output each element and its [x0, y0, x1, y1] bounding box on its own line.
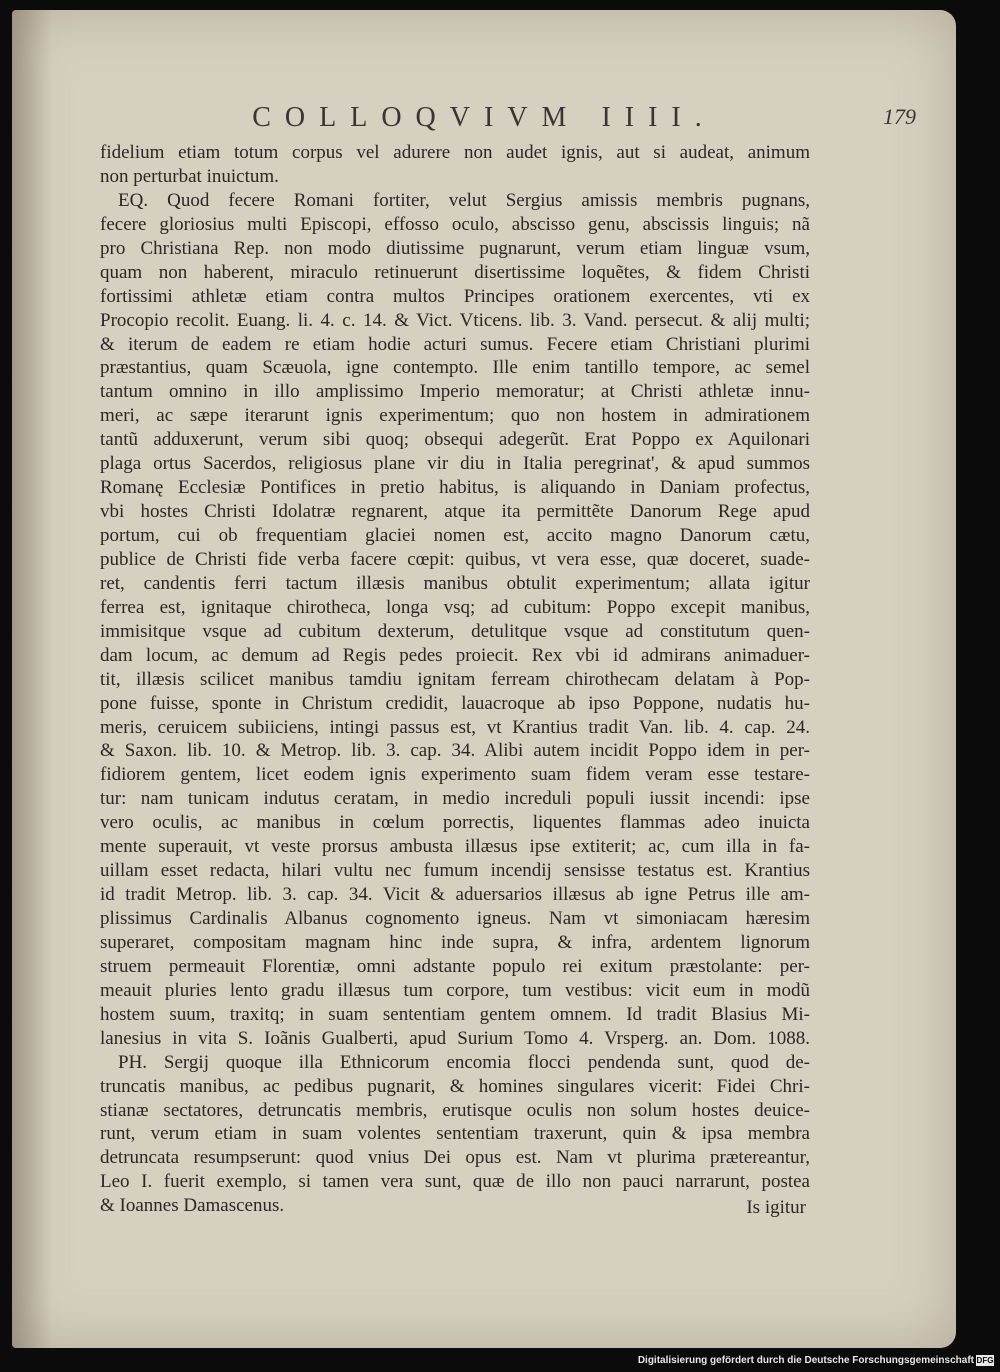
text-line: PH. Sergij quoque illa Ethnicorum encomia flocci pendenda sunt, quod de- [118, 1051, 810, 1073]
text-line: lanesius in vita S. Ioãnis Gualberti, apud Surium Tomo 4. Vrsperg. an. Dom. 1088. [100, 1027, 810, 1049]
running-title: COLLOQVIVM IIII. [252, 102, 716, 133]
text-line: pro Christiana Rep. non modo diutissime pugnarunt, verum etiam linguæ vsum, [100, 237, 810, 259]
text-line: ferrea est, ignitaque chirotheca, longa vsq; ad cubitum: Poppo excepit manibus, [100, 596, 810, 618]
text-line: fidelium etiam totum corpus vel adurere non audet ignis, aut si audeat, animum [100, 142, 810, 163]
text-line: ret, candentis ferri tactum illæsis manibus obtulit experimentum; allata igitur [100, 572, 810, 594]
text-line: fidiorem gentem, licet eodem ignis experimento suam fidem veram esse testare- [100, 764, 810, 786]
digitization-credit: Digitalisierung gefördert durch die Deutsche Forschungsgemeinschaft [637, 1355, 974, 1366]
text-line: Romanę Ecclesiæ Pontifices in pretio habitus, is aliquando in Daniam profectus, [100, 477, 810, 499]
text-line: & Ioannes Damascenus. [100, 1195, 285, 1217]
text-line: & Saxon. lib. 10. & Metrop. lib. 3. cap. 34. Alibi autem incidit Poppo idem in per- [100, 740, 810, 762]
text-line: præstantius, quam Scæuola, igne contempto. Ille enim tantillo tempore, ac semel [100, 357, 810, 379]
text-line: immisitque vsque ad cubitum dexterum, detulitque vsque ad constitutum quen- [100, 620, 810, 642]
text-line: meri, ac sæpe iterarunt ignis experimentum; quo non hostem in admirationem [100, 405, 810, 427]
running-head [12, 102, 956, 142]
text-line: portum, cui ob frequentiam glaciei nomen est, accito magno Danorum cætu, [100, 525, 810, 546]
text-line: superaret, compositam magnam hinc inde supra, & infra, ardentem lignorum [100, 931, 810, 953]
text-line: meris, ceruicem subiiciens, intingi passus est, vt Krantius tradit Van. lib. 4. cap. 24. [100, 716, 810, 738]
text-line: plissimus Cardinalis Albanus cognomento igneus. Nam vt simoniacam hæresim [100, 908, 810, 929]
text-line: Leo I. fuerit exemplo, si tamen vera sunt, quæ de illo non pauci narrarunt, postea [100, 1171, 810, 1193]
text-line: & iterum de eadem re etiam hodie acturi sumus. Fecere etiam Christiani plurimi [100, 333, 810, 355]
text-line: fortissimi athletæ etiam contra multos Principes orationem exercentes, vti ex [100, 285, 810, 307]
catchword: Is igitur [746, 1197, 806, 1218]
text-line: pone fuisse, sponte in Christum credidit, lauacroque ab ipso Poppone, nudatis hu- [100, 692, 810, 714]
text-line: fecere gloriosius multi Episcopi, effosso oculo, abscisso genu, abscissis linguis; nã [100, 213, 810, 235]
text-line: plaga ortus Sacerdos, religiosus plane vir diu in Italia peregrinat', & apud summos [100, 453, 810, 475]
text-line: publice de Christi fide verba facere cœpit: quibus, vt vera esse, quæ doceret, suade- [100, 548, 810, 570]
dfg-logo: DFG [976, 1356, 994, 1365]
book-page [12, 10, 956, 1348]
body-text [100, 141, 810, 1218]
text-line: tantũ adduxerunt, verum sibi quoq; obsequi adegerũt. Erat Poppo ex Aquilonari [100, 429, 810, 451]
text-line: truncatis manibus, ac pedibus pugnarit, & homines singulares vicerit: Fidei Chri- [100, 1075, 810, 1097]
text-line: EQ. Quod fecere Romani fortiter, velut Sergius amissis membris pugnans, [118, 189, 810, 211]
page-number: 179 [883, 104, 916, 129]
gutter-shadow [12, 10, 52, 1348]
text-line: mente superauit, vt veste prorsus ambusta illæsus ipse extiterit; ac, cum illa in fa- [100, 836, 810, 858]
text-line: dam locum, ac demum ad Regis pedes proiecit. Rex vbi id admirans animaduer- [100, 644, 810, 666]
text-line: tur: nam tunicam indutus ceratam, in medio increduli populi iussit incendi: ipse [100, 788, 810, 810]
text-line: vero oculis, ac manibus in cœlum porrectis, liquentes flammas adeo inuicta [100, 812, 810, 834]
text-line: stianæ sectatores, detruncatis membris, erutisque oculis non solum hostes deuice- [100, 1099, 810, 1121]
text-line: uillam esset redacta, hilari vultu nec fumum incendij sensisse testatus est. Krantius [100, 860, 810, 882]
text-line: runt, verum etiam in suam volentes sententiam traxerunt, quin & ipsa membra [100, 1123, 810, 1145]
text-line: vbi hostes Christi Idolatræ regnarent, atque ita permittẽte Danorum Rege apud [100, 501, 810, 523]
text-line: tit, illæsis scilicet manibus tamdiu ignitam ferream chirothecam delatam à Pop- [100, 668, 810, 690]
text-line: struem permeauit Florentiæ, omni adstante populo rei exitum præstolante: per- [100, 955, 810, 977]
text-line: tantum omnino in illo amplissimo Imperio memoratur; at Christi athletæ innu- [100, 381, 810, 403]
text-line: meauit pluries lento gradu illæsus tum corpore, tum vestibus: vicit eum in modũ [100, 979, 810, 1001]
text-line: id tradit Metrop. lib. 3. cap. 34. Vicit & aduersarios illæsus ab igne Petrus ille am- [100, 884, 810, 906]
text-line: non perturbat inuictum. [100, 165, 279, 187]
text-line: Procopio recolit. Euang. li. 4. c. 14. & Vict. Vticens. lib. 3. Vand. persecut. & alij multi; [100, 309, 810, 331]
text-line: quam non haberent, miraculo retinuerunt disertissime loquẽtes, & fidem Christi [100, 261, 810, 283]
text-line: detruncata resumpserunt: quod vnius Dei opus est. Nam vt plurima prætereantur, [100, 1147, 810, 1169]
text-line: hostem suum, traxitq; in suam sententiam gentem omnem. Id tradit Blasius Mi- [100, 1003, 810, 1025]
